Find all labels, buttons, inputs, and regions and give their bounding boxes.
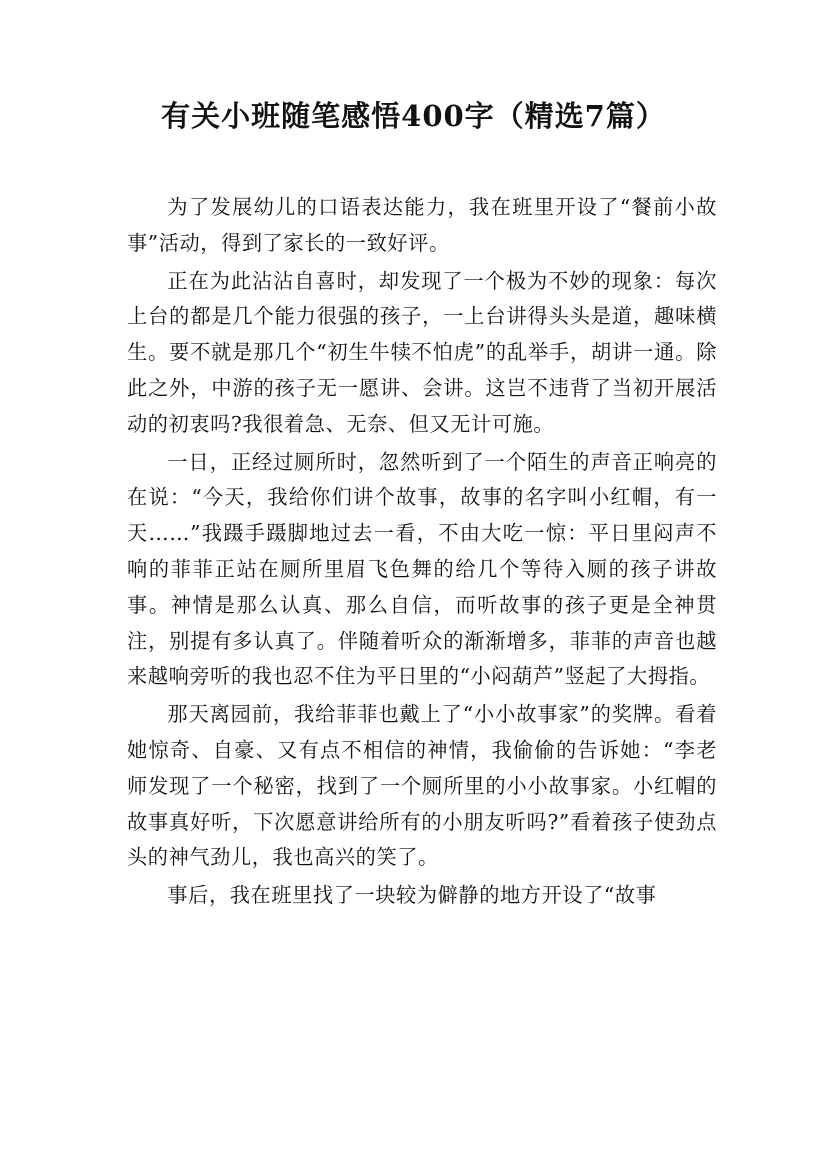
paragraph-3: 一日，正经过厕所时，忽然听到了一个陌生的声音正响亮的在说：“今天，我给你们讲个故事，故事的名字叫小红帽，有一天……”我蹑手蹑脚地过去一看，不由大吃一惊：平日里闷声不响的菲菲正站在厕所里眉飞色舞的给几个等待入厕的孩子讲故事。神情是那么认真、那么自信，而听故事的孩子更是全神贯注，别提有多认真了。伴随着听众的渐渐增多，菲菲的声音也越来越响旁听的我也忍不住为平日里的“小闷葫芦”竖起了大拇指。 xyxy=(127,449,717,689)
document-body xyxy=(127,190,717,916)
paragraph-5: 事后，我在班里找了一块较为僻静的地方开设了“故事 xyxy=(167,883,657,908)
paragraph-1: 为了发展幼儿的口语表达能力，我在班里开设了“餐前小故事”活动，得到了家长的一致好评。 xyxy=(127,195,717,255)
paragraph-4: 那天离园前，我给菲菲也戴上了“小小故事家”的奖牌。看着她惊奇、自豪、又有点不相信的神情，我偷偷的告诉她：“李老师发现了一个秘密，找到了一个厕所里的小小故事家。小红帽的故事真好听，下次愿意讲给所有的小朋友听吗?”看着孩子使劲点头的神气劲儿，我也高兴的笑了。 xyxy=(127,702,717,870)
paragraph-2: 正在为此沾沾自喜时，却发现了一个极为不妙的现象：每次上台的都是几个能力很强的孩子，一上台讲得头头是道，趣味横生。要不就是那几个“初生牛犊不怕虎”的乱举手，胡讲一通。除此之外，中游的孩子无一愿讲、会讲。这岂不违背了当初开展活动的初衷吗?我很着急、无奈、但又无计可施。 xyxy=(127,268,717,436)
document-title: 有关小班随笔感悟400字（精选7篇） xyxy=(161,99,666,133)
